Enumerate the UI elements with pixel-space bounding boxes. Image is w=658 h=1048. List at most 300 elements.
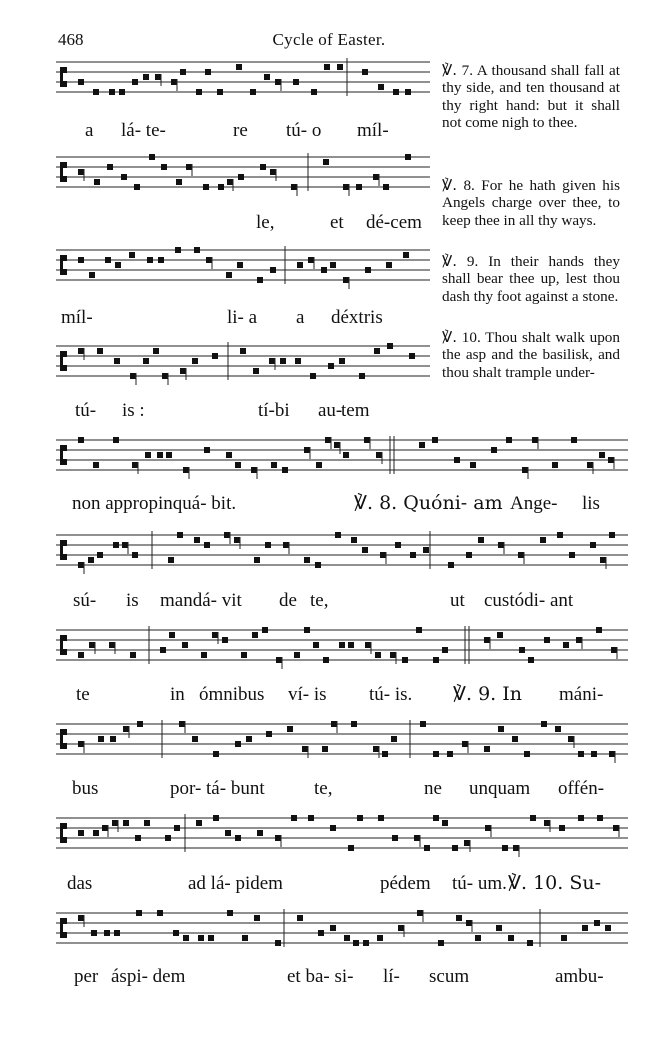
neume-note (254, 915, 260, 921)
neume-note (335, 532, 341, 538)
neume-note (456, 915, 462, 921)
neume-note (555, 726, 561, 732)
translation-text: 10. Thou shalt walk upon the asp and the basilisk, and thou shalt trample under- (442, 329, 620, 381)
neume-note (568, 736, 574, 742)
lyric-syllable: a (85, 120, 94, 141)
neume-note (576, 637, 582, 643)
lyric-syllable: tú- um. (452, 873, 507, 894)
neume-note (109, 642, 115, 648)
neume-note (177, 532, 183, 538)
music-staff (56, 242, 430, 294)
neume-note (402, 657, 408, 663)
neume-note (143, 358, 149, 364)
lyric-syllable: por- tá- bunt (170, 778, 265, 799)
lyric-syllable: ambu- (555, 966, 604, 987)
neume-note (484, 746, 490, 752)
neume-note (343, 277, 349, 283)
neume-note (587, 462, 593, 468)
neume-note (466, 552, 472, 558)
lyric-syllable: tú- o (286, 120, 322, 141)
neume-note (357, 815, 363, 821)
neume-note (198, 935, 204, 941)
neume-note (496, 925, 502, 931)
neume-note (498, 726, 504, 732)
neume-note (442, 820, 448, 826)
neume-note (183, 467, 189, 473)
neume-note (213, 815, 219, 821)
lyric-syllable: et ba- si- (287, 966, 354, 987)
neume-note (356, 184, 362, 190)
neume-note (155, 74, 161, 80)
neume-note (377, 935, 383, 941)
neume-note (240, 348, 246, 354)
neume-note (330, 262, 336, 268)
do-clef-icon (60, 445, 67, 465)
neume-note (424, 845, 430, 851)
neume-note (260, 164, 266, 170)
music-staff (56, 338, 430, 390)
neume-note (227, 910, 233, 916)
neume-note (423, 547, 429, 553)
neume-note (452, 845, 458, 851)
translation-text: 9. In their hands they shall bear thee up, lest thou dash thy foot against a stone. (442, 253, 620, 305)
neume-note (405, 89, 411, 95)
neume-note (132, 552, 138, 558)
neume-note (308, 815, 314, 821)
translation-verse-9 (442, 253, 620, 305)
neume-note (348, 845, 354, 851)
neume-note (609, 532, 615, 538)
lyric-syllable: máni- (559, 684, 604, 705)
lyric-syllable: a (296, 307, 305, 328)
neume-note (540, 537, 546, 543)
neume-note (149, 154, 155, 160)
neume-note (97, 552, 103, 558)
neume-note (78, 741, 84, 747)
neume-note (242, 935, 248, 941)
neume-note (405, 154, 411, 160)
do-clef-icon (60, 823, 67, 843)
neume-note (123, 820, 129, 826)
neume-note (557, 532, 563, 538)
neume-note (196, 89, 202, 95)
neume-note (484, 637, 490, 643)
page-number: 468 (58, 30, 84, 49)
neume-note (304, 627, 310, 633)
lyric-syllable: per (74, 966, 99, 987)
neume-note (524, 751, 530, 757)
neume-note (365, 267, 371, 273)
neume-note (123, 726, 129, 732)
neume-note (194, 247, 200, 253)
neume-note (98, 736, 104, 742)
neume-note (132, 79, 138, 85)
neume-note (391, 736, 397, 742)
neume-note (528, 657, 534, 663)
lyric-syllable: et (330, 212, 344, 233)
neume-note (107, 164, 113, 170)
neume-note (78, 652, 84, 658)
versicle-sign: ℣. (442, 252, 458, 270)
neume-note (203, 184, 209, 190)
neume-note (291, 184, 297, 190)
neume-note (132, 462, 138, 468)
neume-note (78, 79, 84, 85)
lyric-syllable: ómnibus (199, 684, 265, 705)
neume-note (205, 69, 211, 75)
neume-note (337, 64, 343, 70)
neume-note (227, 179, 233, 185)
neume-note (600, 557, 606, 563)
neume-note (122, 542, 128, 548)
neume-note (478, 537, 484, 543)
neume-note (294, 652, 300, 658)
neume-note (304, 447, 310, 453)
lyric-syllable: custódi- ant (484, 590, 574, 611)
neume-note (513, 845, 519, 851)
neume-note (297, 915, 303, 921)
neume-note (552, 462, 558, 468)
lyric-syllable: te, (314, 778, 333, 799)
lyric-syllable: sú- (73, 590, 97, 611)
neume-note (420, 721, 426, 727)
lyric-syllable: de (279, 590, 297, 611)
neume-note (417, 910, 423, 916)
neume-note (373, 174, 379, 180)
neume-note (136, 910, 142, 916)
neume-note (485, 825, 491, 831)
neume-note (362, 69, 368, 75)
lyric-syllable: tí-bi (258, 400, 290, 421)
neume-note (262, 627, 268, 633)
neume-note (343, 452, 349, 458)
neume-note (254, 557, 260, 563)
neume-note (378, 84, 384, 90)
lyric-syllable: Ange- (510, 493, 558, 514)
neume-note (591, 751, 597, 757)
neume-note (113, 542, 119, 548)
neume-note (363, 940, 369, 946)
neume-note (409, 353, 415, 359)
neume-note (176, 179, 182, 185)
neume-note (518, 552, 524, 558)
music-staff (56, 716, 628, 768)
neume-note (129, 252, 135, 258)
neume-note (78, 830, 84, 836)
neume-note (392, 835, 398, 841)
neume-note (135, 835, 141, 841)
neume-note (97, 348, 103, 354)
lyric-syllable: non appropinquá- bit. (72, 493, 237, 514)
neume-note (497, 632, 503, 638)
lyric-syllable: das (67, 873, 93, 894)
music-staff (56, 432, 628, 484)
neume-note (522, 467, 528, 473)
lyric-syllable: tem (341, 400, 370, 421)
neume-note (196, 820, 202, 826)
neume-note (275, 940, 281, 946)
do-clef-icon (60, 351, 67, 371)
neume-note (137, 721, 143, 727)
neume-note (238, 174, 244, 180)
neume-note (287, 726, 293, 732)
neume-note (145, 452, 151, 458)
neume-note (78, 562, 84, 568)
neume-note (157, 452, 163, 458)
neume-note (433, 751, 439, 757)
neume-note (114, 930, 120, 936)
neume-note (442, 647, 448, 653)
neume-note (386, 262, 392, 268)
neume-note (78, 348, 84, 354)
neume-note (114, 358, 120, 364)
neume-note (276, 657, 282, 663)
neume-note (257, 830, 263, 836)
neume-note (339, 642, 345, 648)
neume-note (291, 815, 297, 821)
lyric-syllable: ví- is (288, 684, 327, 705)
neume-note (373, 746, 379, 752)
neume-note (597, 815, 603, 821)
neume-note (157, 910, 163, 916)
neume-note (433, 815, 439, 821)
neume-note (395, 542, 401, 548)
neume-note (266, 731, 272, 737)
do-clef-icon (60, 162, 67, 182)
neume-note (217, 89, 223, 95)
lyric-syllable: míl- (357, 120, 389, 141)
neume-note (609, 751, 615, 757)
lyric-syllable: is : (122, 400, 145, 421)
neume-note (313, 642, 319, 648)
neume-note (302, 746, 308, 752)
neume-note (512, 736, 518, 742)
neume-note (206, 257, 212, 263)
neume-note (94, 179, 100, 185)
neume-note (578, 751, 584, 757)
neume-note (235, 835, 241, 841)
neume-note (563, 642, 569, 648)
neume-note (104, 930, 110, 936)
neume-note (323, 159, 329, 165)
neume-note (454, 457, 460, 463)
neume-note (251, 467, 257, 473)
neume-note (183, 935, 189, 941)
neume-note (470, 462, 476, 468)
neume-note (382, 751, 388, 757)
neume-note (166, 452, 172, 458)
neume-note (414, 835, 420, 841)
neume-note (315, 562, 321, 568)
neume-note (88, 557, 94, 563)
neume-note (78, 437, 84, 443)
neume-note (208, 935, 214, 941)
neume-note (544, 820, 550, 826)
translation-text: 8. For he hath given his Angels charge over thee, to keep thee in all thy ways. (442, 177, 620, 229)
neume-note (462, 741, 468, 747)
versicle-sign: ℣. (442, 61, 458, 79)
neume-note (508, 935, 514, 941)
neume-note (365, 642, 371, 648)
lyric-syllable: déxtris (331, 307, 383, 328)
do-clef-icon (60, 255, 67, 275)
neume-note (374, 348, 380, 354)
neume-note (102, 825, 108, 831)
neume-note (438, 940, 444, 946)
neume-note (359, 373, 365, 379)
neume-note (378, 815, 384, 821)
neume-note (241, 652, 247, 658)
neume-note (78, 257, 84, 263)
neume-note (169, 632, 175, 638)
neume-note (78, 169, 84, 175)
music-staff (56, 622, 628, 674)
music-staff (56, 54, 430, 106)
lyric-syllable: ut (450, 590, 465, 611)
neume-note (541, 721, 547, 727)
neume-note (91, 930, 97, 936)
neume-note (93, 462, 99, 468)
neume-note (611, 647, 617, 653)
neume-note (212, 632, 218, 638)
neume-note (398, 925, 404, 931)
neume-note (180, 368, 186, 374)
translation-verse-7 (442, 62, 620, 132)
neume-note (121, 174, 127, 180)
neume-note (351, 721, 357, 727)
neume-note (324, 64, 330, 70)
neume-note (311, 89, 317, 95)
translation-text: 7. A thousand shall fall at thy side, and ten thousand at thy right hand: but it shall not come nigh to thee. (442, 62, 620, 132)
neume-note (257, 277, 263, 283)
neume-note (364, 437, 370, 443)
neume-note (204, 447, 210, 453)
neume-note (89, 272, 95, 278)
lyric-syllable: scum (429, 966, 470, 987)
neume-note (147, 257, 153, 263)
lyric-syllable: tú- is. (369, 684, 413, 705)
neume-note (89, 642, 95, 648)
lyric-syllable: li- a (227, 307, 258, 328)
lyric-syllable: dé-cem (366, 212, 422, 233)
do-clef-icon (60, 540, 67, 560)
versicle-sign: ℣. (442, 328, 458, 346)
neume-note (134, 184, 140, 190)
neume-note (93, 89, 99, 95)
neume-note (280, 358, 286, 364)
lyric-syllable: re (233, 120, 248, 141)
neume-note (475, 935, 481, 941)
do-clef-icon (60, 635, 67, 655)
neume-note (130, 373, 136, 379)
neume-note (344, 935, 350, 941)
neume-note (265, 542, 271, 548)
neume-note (226, 272, 232, 278)
neume-note (113, 437, 119, 443)
neume-note (162, 373, 168, 379)
do-clef-icon (60, 918, 67, 938)
lyric-syllable: offén- (558, 778, 605, 799)
neume-note (109, 89, 115, 95)
neume-note (339, 358, 345, 364)
lyric-syllable: lí- (383, 966, 400, 987)
neume-note (222, 637, 228, 643)
neume-note (252, 632, 258, 638)
neume-note (559, 825, 565, 831)
neume-note (310, 373, 316, 379)
neume-note (380, 552, 386, 558)
neume-note (375, 652, 381, 658)
neume-note (328, 363, 334, 369)
neume-note (403, 252, 409, 258)
neume-note (527, 940, 533, 946)
neume-note (218, 184, 224, 190)
neume-note (173, 930, 179, 936)
neume-note (153, 348, 159, 354)
neume-note (530, 815, 536, 821)
neume-note (416, 627, 422, 633)
lyric-syllable: ℣. 9. In (453, 683, 522, 705)
neume-note (119, 89, 125, 95)
lyric-syllable: lis (582, 493, 600, 514)
neume-note (143, 74, 149, 80)
neume-note (578, 815, 584, 821)
neume-note (376, 452, 382, 458)
lyric-syllable: míl- (61, 307, 93, 328)
neume-note (225, 830, 231, 836)
neume-note (519, 647, 525, 653)
neume-note (246, 736, 252, 742)
neume-note (605, 925, 611, 931)
neume-note (236, 64, 242, 70)
neume-note (270, 169, 276, 175)
versicle-sign: ℣. (442, 176, 458, 194)
lyric-syllable: tú- (75, 400, 97, 421)
music-staff (56, 149, 430, 201)
neume-note (331, 721, 337, 727)
neume-note (491, 447, 497, 453)
lyric-syllable: in (170, 684, 185, 705)
neume-note (321, 267, 327, 273)
neume-note (78, 915, 84, 921)
lyric-syllable: pédem (380, 873, 431, 894)
music-staff (56, 527, 628, 579)
neume-note (179, 721, 185, 727)
neume-note (182, 642, 188, 648)
neume-note (165, 835, 171, 841)
neume-note (186, 164, 192, 170)
lyric-syllable: ℣. 8. Quóni- am (354, 492, 503, 514)
neume-note (613, 825, 619, 831)
neume-note (295, 358, 301, 364)
neume-note (112, 820, 118, 826)
neume-note (275, 79, 281, 85)
neume-note (571, 437, 577, 443)
neume-note (599, 452, 605, 458)
neume-note (160, 647, 166, 653)
neume-note (270, 267, 276, 273)
neume-note (318, 930, 324, 936)
neume-note (351, 537, 357, 543)
neume-note (506, 437, 512, 443)
neume-note (212, 353, 218, 359)
neume-note (297, 262, 303, 268)
music-staff (56, 810, 628, 862)
lyric-syllable: is (126, 590, 139, 611)
neume-note (387, 343, 393, 349)
lyric-syllable: au- (318, 400, 343, 421)
lyric-syllable: unquam (469, 778, 531, 799)
